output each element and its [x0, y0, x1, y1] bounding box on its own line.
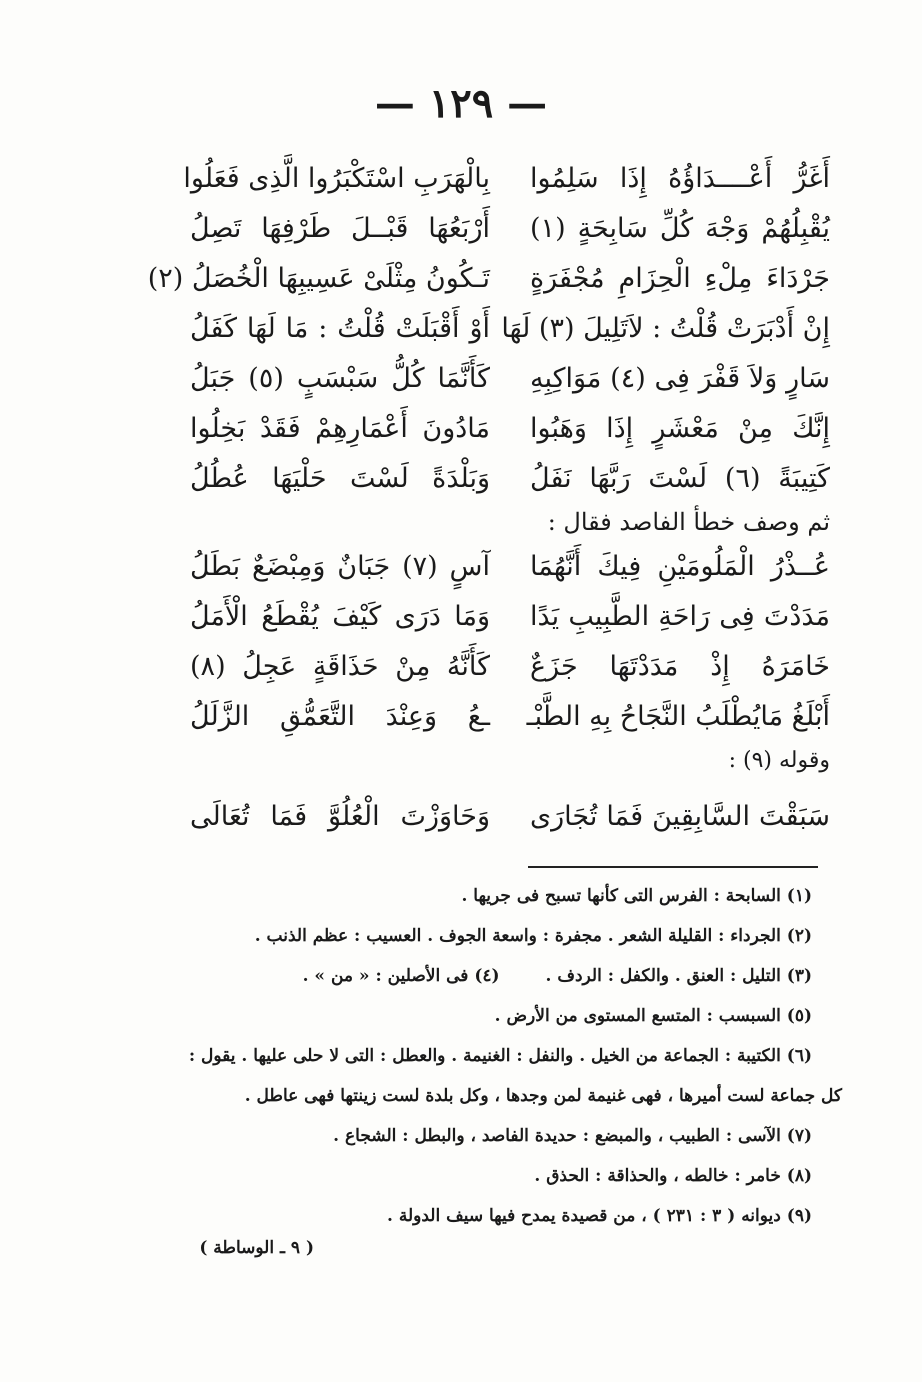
- intro-line: ثم وصف خطأ الفاصد فقال :: [547, 508, 830, 536]
- first-hemistich: أَغَرُّ أَعْــــدَاؤُهُ إِذَا سَلِمُوا: [530, 163, 830, 194]
- first-hemistich: كَتِيبَةً (٦) لَسْتَ رَبَّهَا نَفَلُ: [530, 463, 831, 494]
- verse-line: [190, 692, 830, 742]
- verse-line: [147, 254, 830, 304]
- first-hemistich: جَرْدَاءَ مِلْءِ الْحِزَامِ مُجْفَرَةٍ: [530, 263, 830, 294]
- footnote-3-4: [112, 956, 812, 996]
- second-hemistich: بِالْهَرَبِ اسْتَكْبَرُوا الَّذِى فَعَلُوا: [183, 163, 490, 194]
- footnote-9: (٩) ديوانه ( ٣ : ٢٣١ ) ، من قصيدة يمدح فيها سيف الدولة .: [387, 1206, 812, 1226]
- second-hemistich: ـعُ وَعِنْدَ التَّعَمُّقِ الزَّلَلُ: [190, 701, 490, 732]
- first-hemistich: إِنَّكَ مِنْ مَعْشَرٍ إِذَا وَهَبُوا: [530, 413, 830, 444]
- signature-line: ( ٩ ـ الوساطة ): [199, 1238, 314, 1258]
- footnotes: [112, 876, 842, 1236]
- second-hemistich: أَرْبَعُهَا قَبْــلَ طَرْفِهَا تَصِلُ: [190, 213, 490, 244]
- first-hemistich: يُقْبِلُهُمْ وَجْهَ كُلِّ سَابِحَةٍ (١): [530, 213, 830, 244]
- verse-line: [190, 792, 830, 842]
- verse-line: [190, 404, 830, 454]
- second-hemistich: تَـكُونُ مِثْلَىْ عَسِيبِهَا الْخُصَلُ (٢): [147, 263, 490, 294]
- second-hemistich: أَوْ أَقْبَلَتْ قُلْتُ : مَا لَهَا كَفَلُ: [190, 313, 490, 344]
- verse-line: [190, 642, 830, 692]
- footnote-6: (٦) الكتيبة : الجماعة من الخيل . والنفل : الغنيمة . والعطل : التى لا حلى عليها . يقول :: [188, 1046, 812, 1066]
- footnote-3: (٣) التليل : العنق . والكفل : الردف .: [545, 966, 812, 986]
- verse-line: [190, 304, 830, 354]
- footnote-6-continued: كل جماعة لست أميرها ، فهى غنيمة لمن وجدها ، وكل بلدة لست زينتها فهى عاطل .: [244, 1086, 842, 1106]
- second-hemistich: مَادُونَ أَعْمَارِهِمْ فَقَدْ بَخِلُوا: [190, 413, 490, 444]
- verses-group-3: [190, 792, 830, 842]
- footnote-5: (٥) السبسب : المتسع المستوى من الأرض .: [494, 1006, 812, 1026]
- first-hemistich: أَبْلَغُ مَايُطْلَبُ النَّجَاحُ بِهِ الطَّبْـ: [526, 701, 830, 732]
- second-hemistich: كَأَنَّمَا كُلُّ سَبْسَبٍ (٥) جَبَلُ: [190, 363, 490, 394]
- second-intro: وقوله (٩) :: [728, 748, 830, 773]
- second-hemistich: وَحَاوَزْتَ الْعُلُوَّ فَمَا تُعَالَى: [190, 801, 490, 832]
- second-hemistich: وَبَلْدَةً لَسْتَ حَلْيَهَا عُطُلُ: [190, 463, 490, 494]
- footnote-8: (٨) خامر : خالطه ، والحذاقة : الحذق .: [534, 1166, 812, 1186]
- verse-line: [183, 154, 830, 204]
- footnote-7: (٧) الآسى : الطبيب ، والمبضع : حديدة الفاصد ، والبطل : الشجاع .: [333, 1126, 812, 1146]
- second-hemistich: آسٍ (٧) جَبَانٌ وَمِبْضَعٌ بَطَلُ: [190, 551, 490, 582]
- first-hemistich: إِنْ أَدْبَرَتْ قُلْتُ : لاَتَلِيلَ (٣) لَهَا: [501, 313, 830, 344]
- verse-line: [190, 454, 830, 504]
- verses-group-1: [147, 154, 831, 504]
- first-hemistich: مَدَدْتَ فِى رَاحَةِ الطَّبِيبِ يَدًا: [530, 601, 830, 632]
- first-hemistich: عُــذْرُ الْمَلُومَيْنِ فِيكَ أَنَّهُمَا: [530, 551, 830, 582]
- first-hemistich: سَارٍ وَلاَ قَفْرَ فِى (٤) مَوَاكِبِهِ: [530, 363, 830, 394]
- footnote-1: (١) السابحة : الفرس التى كأنها تسبح فى جريها .: [461, 886, 812, 906]
- footnote-divider: [528, 866, 818, 868]
- verse-line: [190, 354, 830, 404]
- verse-line: [190, 204, 830, 254]
- verse-line: [190, 542, 830, 592]
- footnote-4: (٤) فى الأصلين : « من » .: [302, 966, 500, 986]
- second-hemistich: وَمَا دَرَى كَيْفَ يُقْطَعُ الْأَمَلُ: [190, 601, 490, 632]
- verses-group-2: [190, 542, 830, 742]
- second-hemistich: كَأَنَّهُ مِنْ حَذَاقَةٍ عَجِلُ (٨): [190, 651, 490, 682]
- verse-line: [190, 592, 830, 642]
- first-hemistich: خَامَرَهُ إِذْ مَدَدْتَهَا جَزَعٌ: [530, 651, 830, 682]
- footnote-2: (٢) الجرداء : القليلة الشعر . مجفرة : واسعة الجوف . العسيب : عظم الذنب .: [254, 926, 812, 946]
- page-number: — ١٢٩ —: [374, 80, 548, 127]
- first-hemistich: سَبَقْتَ السَّابِقِينَ فَمَا تُجَارَى: [530, 801, 830, 832]
